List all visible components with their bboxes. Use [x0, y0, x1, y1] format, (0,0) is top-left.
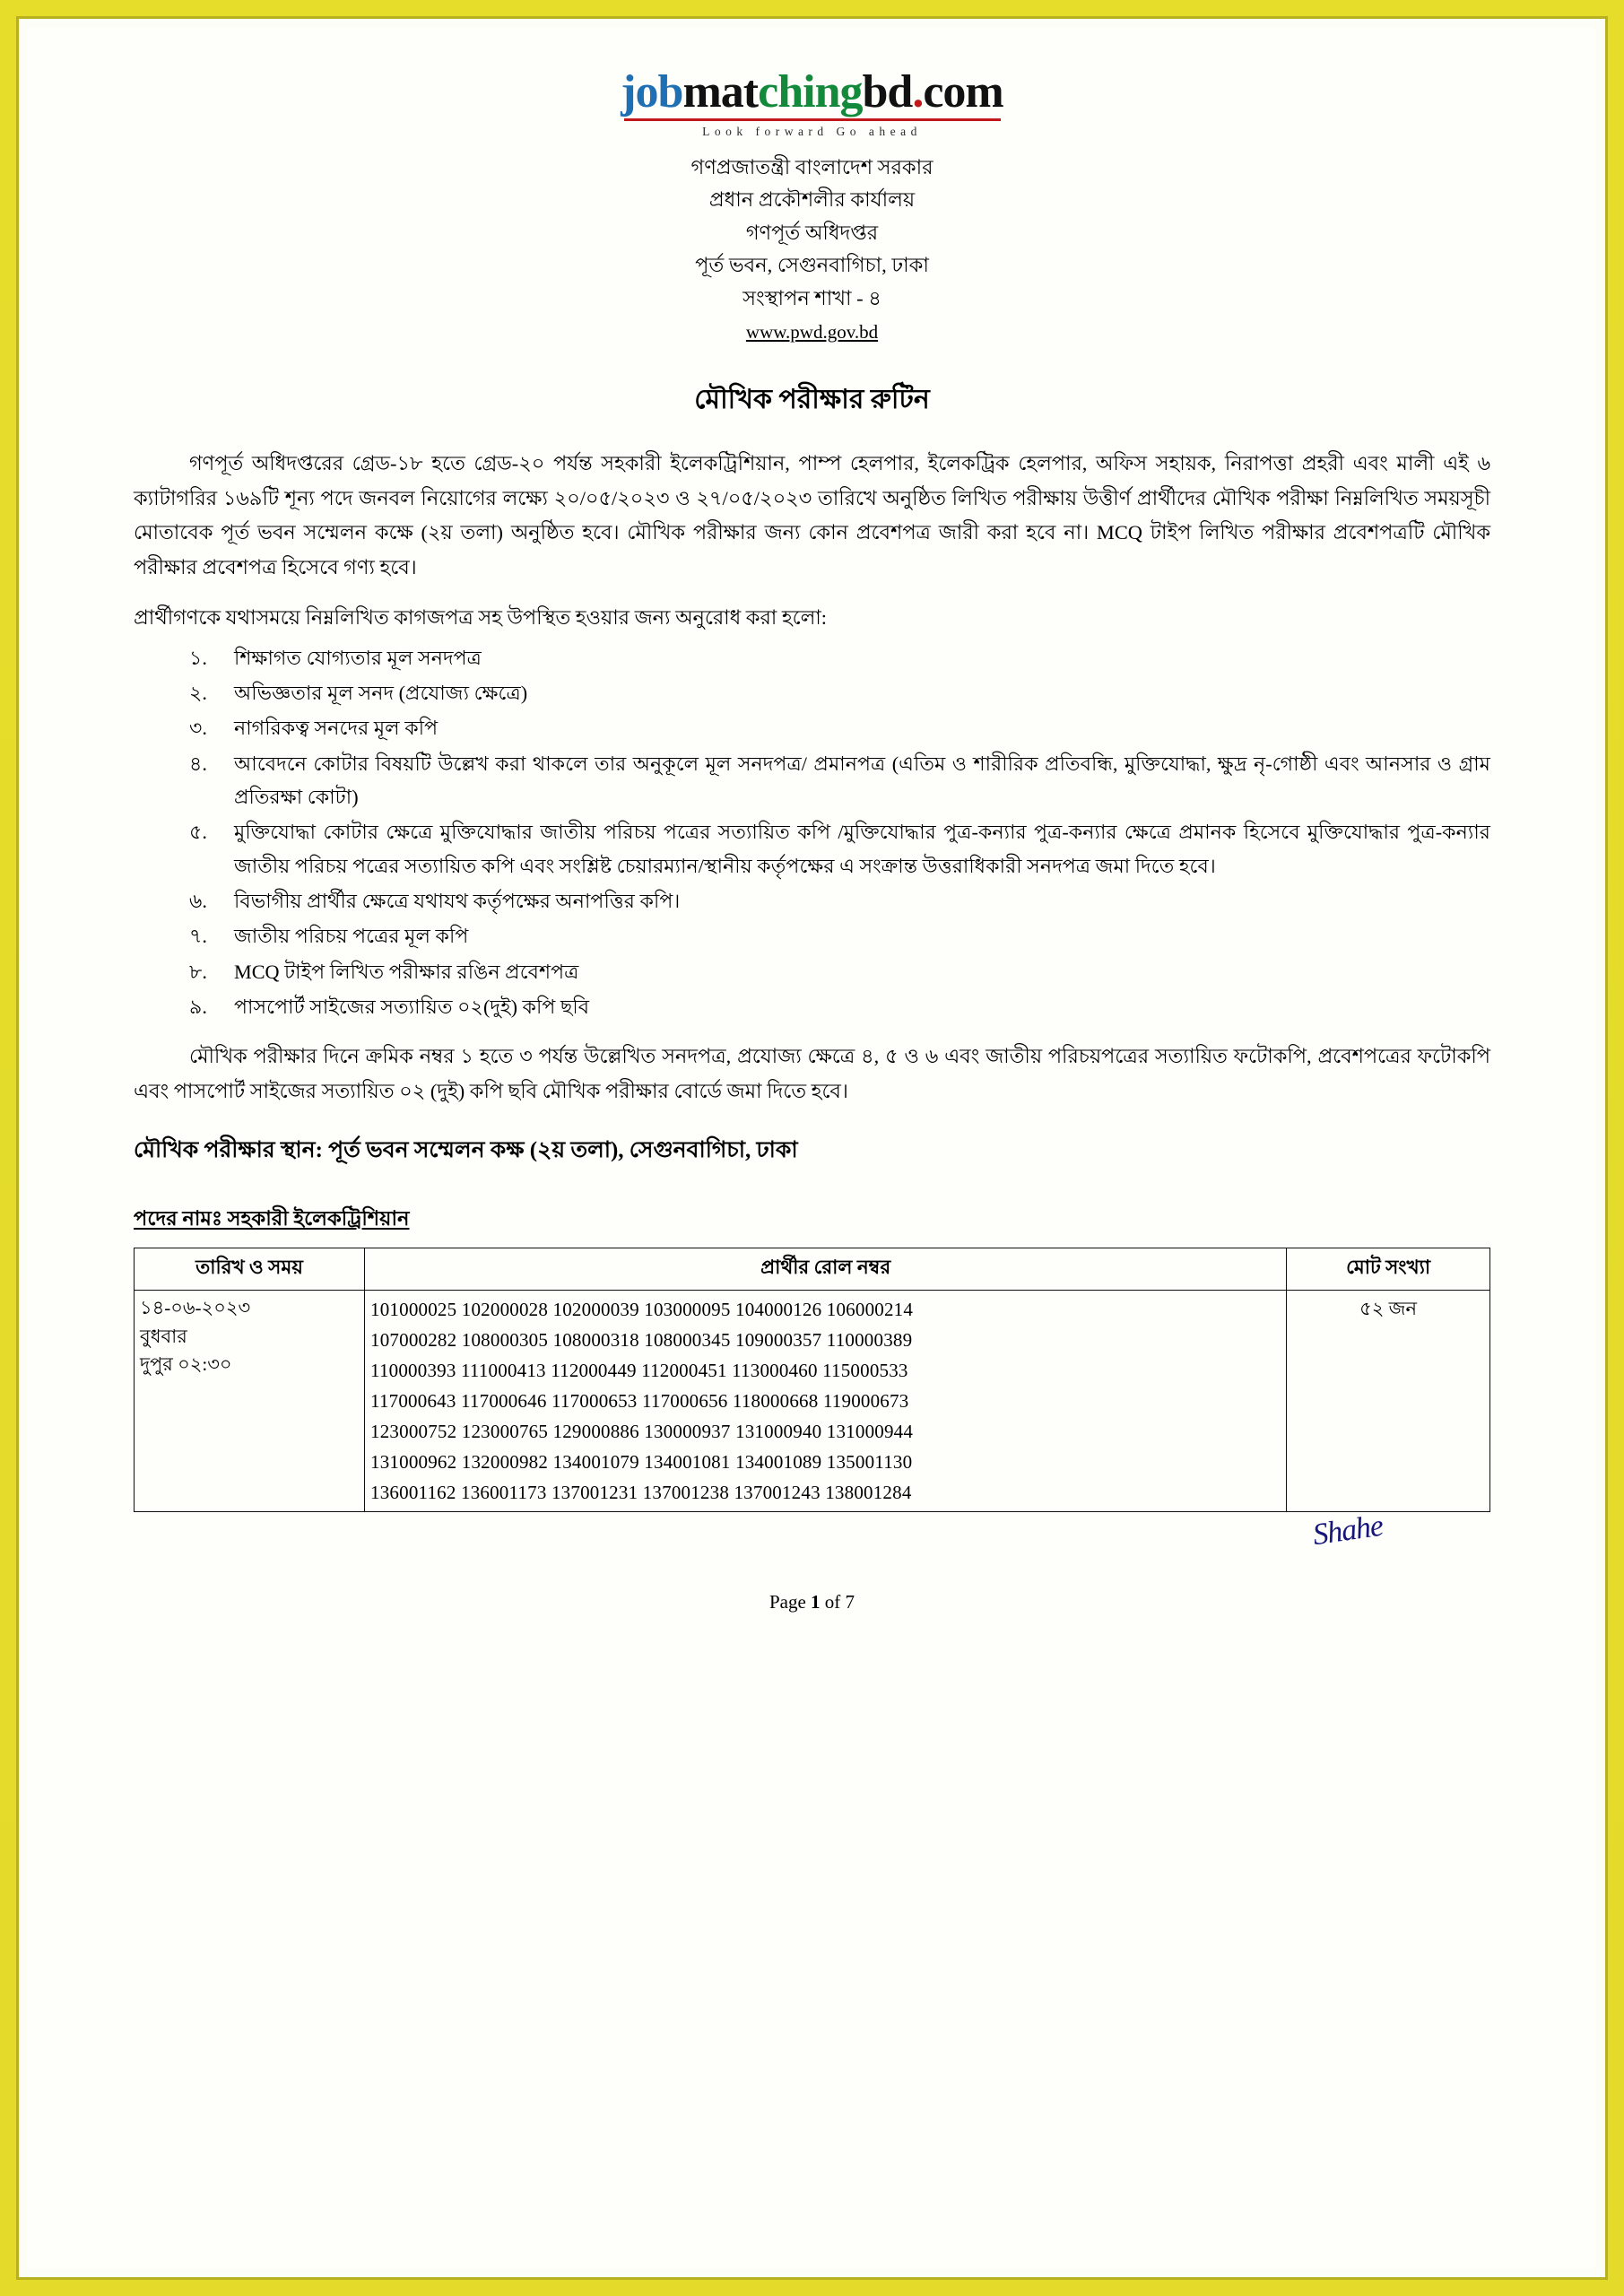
page-footer: [134, 1591, 1490, 1613]
letterhead-website[interactable]: www.pwd.gov.bd: [745, 321, 879, 344]
roll-line: 136001162 136001173 137001231 137001238 137001243 138001284: [370, 1482, 912, 1504]
list-item: [134, 955, 1490, 988]
list-item: [134, 641, 1490, 674]
column-header-total: মোট সংখ্যা: [1287, 1248, 1490, 1291]
roll-line: 123000752 123000765 129000886 130000937 131000940 131000944: [370, 1421, 914, 1443]
roll-line: 117000643 117000646 117000653 117000656 118000668 119000673: [370, 1390, 909, 1413]
list-item-number: ৯.: [189, 995, 207, 1018]
logo-part-com: com: [923, 66, 1003, 117]
letterhead-line-1: গণপ্রজাতন্ত্রী বাংলাদেশ সরকার: [690, 156, 934, 178]
exam-time: দুপুর ০২:৩০: [140, 1353, 232, 1376]
exam-venue: মৌখিক পরীক্ষার স্থান: পূর্ত ভবন সম্মেলন কক্ষ (২য় তলা), সেগুনবাগিচা, ঢাকা: [134, 1138, 798, 1163]
logo-divider: [624, 118, 1001, 121]
list-item: [134, 676, 1490, 709]
intro-paragraph: গণপূর্ত অধিদপ্তরের গ্রেড-১৮ হতে গ্রেড-২০ পর্যন্ত সহকারী ইলেকট্রিশিয়ান, পাম্প হেলপার, ইলেকট্রিক হেলপার, অফিস সহায়ক, নিরাপত্তা প্রহরী এবং মালী এই ৬ ক্যাটাগরির ১৬৯টি শূন্য পদে জনবল নিয়োগের লক্ষ্যে ২০/০৫/২০২৩ ও ২৭/০৫/২০২৩ তারিখে অনুষ্ঠিত লিখিত পরীক্ষায় উত্তীর্ণ প্রার্থীদের মৌখিক পরীক্ষা নিম্নলিখিত সময়সূচী মোতাবেক পূর্ত ভবন সম্মেলন কক্ষে (২য় তলা) অনুষ্ঠিত হবে। মৌখিক পরীক্ষার জন্য কোন প্রবেশপত্র জারী করা হবে না। MCQ টাইপ লিখিত পরীক্ষার প্রবেশপত্রটি মৌখিক পরীক্ষার প্রবেশপত্র হিসেবে গণ্য হবে।: [134, 452, 1490, 578]
list-item-label: মুক্তিযোদ্ধা কোটার ক্ষেত্রে মুক্তিযোদ্ধার জাতীয় পরিচয় পত্রের সত্যায়িত কপি /মুক্তিযোদ্ধার পুত্র-কন্যার পুত্র-কন্যার ক্ষেত্রে প্রমানক হিসেবে মুক্তিযোদ্ধার পুত্র-কন্যার জাতীয় পরিচয় পত্রের সত্যায়িত কপি এবং সংশ্লিষ্ট চেয়ারম্যান/স্থানীয় কর্তৃপক্ষের এ সংক্রান্ত উত্তরাধিকারী সনদপত্র জমা দিতে হবে।: [234, 821, 1490, 877]
logo-part-bd: bd: [862, 66, 913, 117]
letterhead-line-5: সংস্থাপন শাখা - ৪: [743, 286, 881, 309]
required-documents-list: [134, 641, 1490, 1023]
document-page: [28, 28, 1596, 2268]
list-item-number: ৭.: [189, 925, 207, 948]
list-item-number: ৬.: [189, 889, 207, 912]
table-row: [135, 1291, 1490, 1512]
table-header-row: [135, 1248, 1490, 1291]
list-item-label: জাতীয় পরিচয় পত্রের মূল কপি: [234, 925, 469, 948]
roll-line: 110000393 111000413 112000449 112000451 113000460 115000533: [370, 1360, 908, 1382]
logo-part-ching: ching: [758, 66, 863, 117]
letterhead-line-4: পূর্ত ভবন, সেগুনবাগিচা, ঢাকা: [695, 254, 929, 277]
list-item-label: MCQ টাইপ লিখিত পরীক্ষার রঙিন প্রবেশপত্র: [234, 960, 579, 983]
logo-part-dot: .: [912, 66, 924, 117]
cell-total-count: ৫২ জন: [1287, 1291, 1490, 1512]
cell-roll-numbers: [365, 1291, 1287, 1512]
logo-tagline: Look forward Go ahead: [702, 125, 922, 138]
footer-page-of: of: [824, 1591, 841, 1613]
list-item-label: শিক্ষাগত যোগ্যতার মূল সনদপত্র: [234, 646, 482, 669]
logo-part-mat: mat: [682, 66, 759, 117]
post-name-heading: পদের নামঃ সহকারী ইলেকট্রিশিয়ান: [134, 1207, 410, 1231]
roll-line: 101000025 102000028 102000039 103000095 104000126 106000214: [370, 1299, 914, 1321]
list-item-number: ৪.: [189, 752, 207, 775]
list-item: [134, 747, 1490, 814]
list-item-number: ৮.: [189, 960, 207, 983]
list-item-number: ১.: [189, 646, 207, 669]
list-item-number: ৫.: [189, 821, 207, 844]
closing-paragraph: মৌখিক পরীক্ষার দিনে ক্রমিক নম্বর ১ হতে ৩ পর্যন্ত উল্লেখিত সনদপত্র, প্রযোজ্য ক্ষেত্রে ৪, ৫ ও ৬ এবং জাতীয় পরিচয়পত্রের সত্যায়িত ফটোকপি, প্রবেশপত্রের ফটোকপি এবং পাসপোর্ট সাইজের সত্যায়িত ০২ (দুই) কপি ছবি মৌখিক পরীক্ষার বোর্ডে জমা দিতে হবে।: [134, 1045, 1490, 1102]
exam-date: ১৪-০৬-২০২৩: [140, 1297, 251, 1319]
footer-page-current: 1: [811, 1591, 821, 1613]
footer-page-total: 7: [845, 1591, 855, 1613]
letterhead-line-2: প্রধান প্রকৌশলীর কার্যালয়: [708, 188, 916, 212]
letterhead: [134, 152, 1490, 347]
exam-day: বুধবার: [140, 1325, 187, 1347]
list-item: [134, 919, 1490, 952]
signature-area: [134, 1509, 1490, 1575]
list-item-label: নাগরিকত্ব সনদের মূল কপি: [234, 717, 439, 740]
letterhead-line-3: গণপূর্ত অধিদপ্তর: [745, 221, 879, 244]
footer-page-prefix: Page: [769, 1591, 806, 1613]
column-header-datetime: তারিখ ও সময়: [135, 1248, 365, 1291]
list-item: [134, 990, 1490, 1023]
list-item: [134, 711, 1490, 744]
page-title: মৌখিক পরীক্ষার রুটিন: [694, 385, 930, 415]
cell-datetime: [135, 1291, 365, 1512]
signature-mark: Shahe: [1310, 1509, 1385, 1552]
documents-lead-text: প্রার্থীগণকে যথাসময়ে নিম্নলিখিত কাগজপত্র সহ উপস্থিত হওয়ার জন্য অনুরোধ করা হলো:: [134, 606, 828, 630]
page-border-inner: [16, 16, 1608, 2280]
logo-wordmark: [621, 66, 1003, 117]
list-item-label: বিভাগীয় প্রার্থীর ক্ষেত্রে যথাযথ কর্তৃপক্ষের অনাপত্তির কপি।: [234, 889, 681, 912]
list-item: [134, 884, 1490, 918]
roll-line: 131000962 132000982 134001079 134001081 134001089 135001130: [370, 1451, 913, 1474]
column-header-rollnumbers: প্রার্থীর রোল নম্বর: [365, 1248, 1287, 1291]
list-item-label: পাসপোর্ট সাইজের সত্যায়িত ০২(দুই) কপি ছবি: [234, 995, 590, 1018]
list-item: [134, 815, 1490, 883]
list-item-number: ২.: [189, 682, 207, 705]
list-item-label: আবেদনে কোটার বিষয়টি উল্লেখ করা থাকলে তার অনুকূলে মূল সনদপত্র/ প্রমানপত্র (এতিম ও শারীরিক প্রতিবন্ধি, মুক্তিযোদ্ধা, ক্ষুদ্র নৃ-গোষ্ঠী এবং আনসার ও গ্রাম প্রতিরক্ষা কোটা): [234, 752, 1490, 809]
roll-line: 107000282 108000305 108000318 108000345 109000357 110000389: [370, 1329, 913, 1352]
roll-number-table: [134, 1248, 1490, 1512]
list-item-label: অভিজ্ঞতার মূল সনদ (প্রযোজ্য ক্ষেত্রে): [234, 682, 528, 705]
document-content: [28, 28, 1596, 1613]
list-item-number: ৩.: [189, 717, 207, 740]
site-logo: [134, 66, 1490, 139]
logo-part-job: job: [621, 66, 683, 117]
